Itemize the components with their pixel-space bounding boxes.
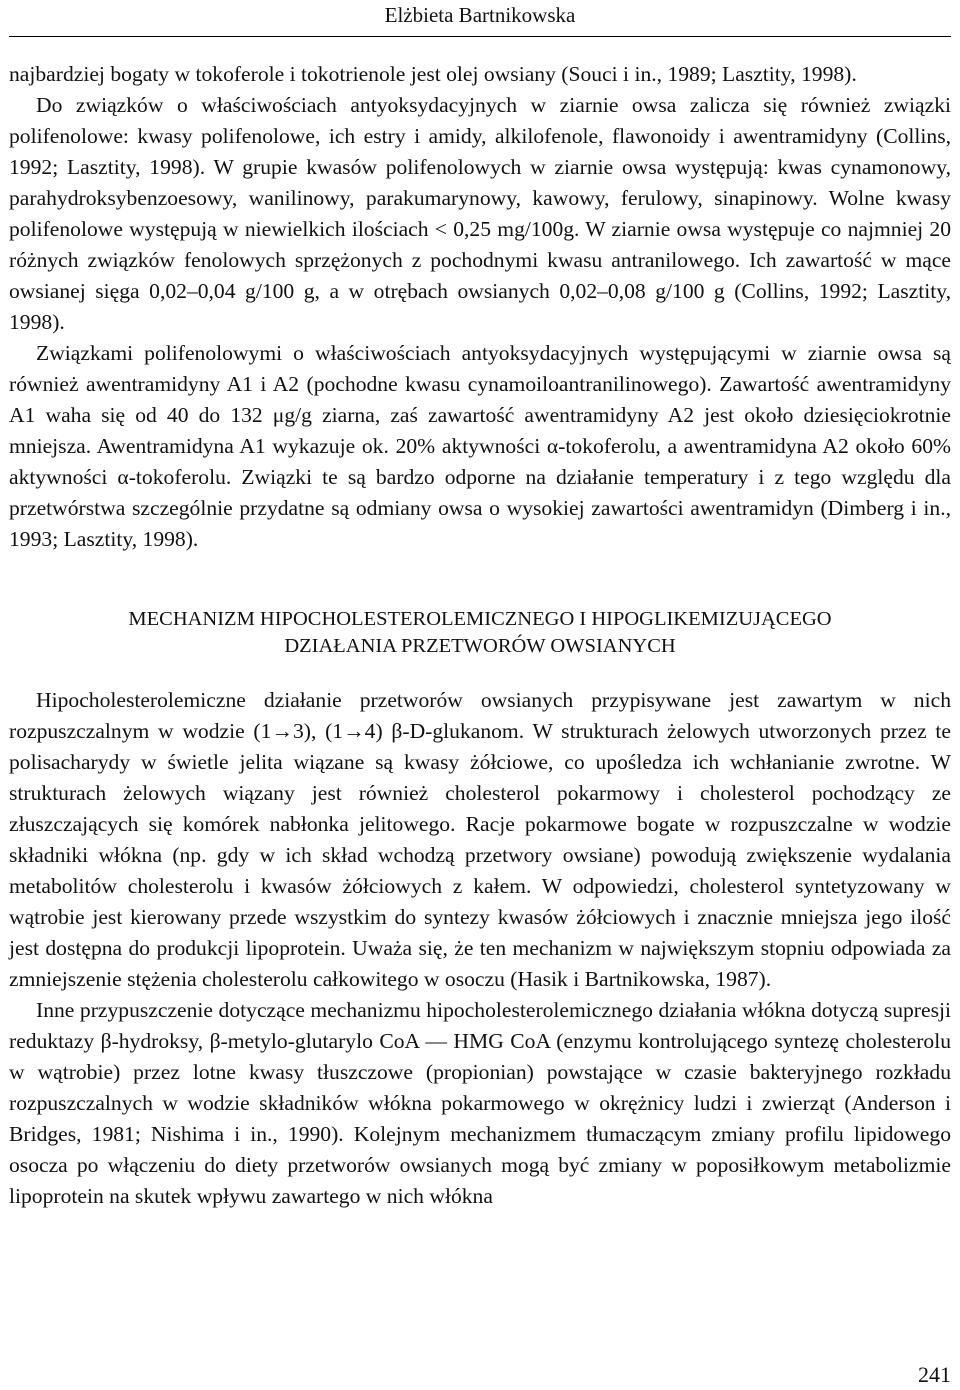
paragraph-continued: najbardziej bogaty w tokoferole i tokotrienole jest olej owsiany (Souci i in., 1989; Lasztity, 1998). <box>9 62 857 86</box>
section-heading-line-2: DZIAŁANIA PRZETWORÓW OWSIANYCH <box>284 635 676 657</box>
paragraph-beta-glucans: Hipocholesterolemiczne działanie przetworów owsianych przypisywane jest zawartym w nich rozpuszczalnym w wodzie (1→3), (1→4) β-D-glukanom. W strukturach żelowych utworzonych przez te polisacharydy w świetle jelita wiązane są kwasy żółciowe, co upośledza ich wchłanianie zwrotne. W strukturach żelowych wiązany jest również cholesterol pokarmowy i cholesterol pochodzący ze złuszczających się komórek nabłonka jelitowego. Racje pokarmowe bogate w rozpuszczalne w wodzie składniki włókna (np. gdy w ich skład wchodzą przetwory owsiane) powodują zwiększenie wydalania metabolitów cholesterolu i kwasów żółciowych z kałem. W odpowiedzi, cholesterol syntetyzowany w wątrobie jest kierowany przede wszystkim do syntezy kwasów żółciowych i znacznie mniejsza jego ilość jest dostępna do produkcji lipoprotein. Uważa się, że ten mechanizm w największym stopniu odpowiada za zmniejszenie stężenia cholesterolu całkowitego w osoczu (Hasik i Bartnikowska, 1987). <box>9 688 951 991</box>
page-number: 241 <box>918 1362 951 1387</box>
header-divider <box>9 36 951 37</box>
heading-spacer <box>9 660 951 685</box>
page-body <box>9 59 951 1212</box>
paragraph-aventramides: Związkami polifenolowymi o właściwościach antyoksydacyjnych występującymi w ziarnie owsa są również awentramidyny A1 i A2 (pochodne kwasu cynamoiloantranilinowego). Zawartość awentramidyny A1 waha się od 40 do 132 μg/g ziarna, zaś zawartość awentramidyny A2 jest około dziesięciokrotnie mniejsza. Awentramidyna A1 wykazuje ok. 20% aktywności α-tokoferolu, a awentramidyna A2 około 60% aktywności α-tokoferolu. Związki te są bardzo odporne na działanie temperatury i z tego względu dla przetwórstwa szczególnie przydatne są odmiany owsa o wysokiej zawartości awentramidyn (Dimberg i in., 1993; Lasztity, 1998). <box>9 341 951 551</box>
running-header-author: Elżbieta Bartnikowska <box>384 3 576 27</box>
section-heading <box>9 606 951 660</box>
paragraph-hmg-coa: Inne przypuszczenie dotyczące mechanizmu hipocholesterolemicznego działania włókna dotyczą supresji reduktazy β-hydroksy, β-metylo-glutarylo CoA — HMG CoA (enzymu kontrolującego syntezę cholesterolu w wątrobie) przez lotne kwasy tłuszczowe (propionian) powstające w czasie bakteryjnego rozkładu rozpuszczalnych w wodzie składników włókna pokarmowego w okrężnicy ludzi i zwierząt (Anderson i Bridges, 1981; Nishima i in., 1990). Kolejnym mechanizmem tłumaczącym zmiany profilu lipidowego osocza po włączeniu do diety przetworów owsianych mogą być zmiany w poposiłkowym metabolizmie lipoprotein na skutek wpływu zawartego w nich włókna <box>9 998 951 1208</box>
paragraph-polyphenols: Do związków o właściwościach antyoksydacyjnych w ziarnie owsa zalicza się również związki polifenolowe: kwasy polifenolowe, ich estry i amidy, alkilofenole, flawonoidy i awentramidyny (Collins, 1992; Lasztity, 1998). W grupie kwasów polifenolowych w ziarnie owsa występują: kwas cynamonowy, parahydroksybenzoesowy, wanilinowy, parakumarynowy, kawowy, ferulowy, sinapinowy. Wolne kwasy polifenolowe występują w niewielkich ilościach < 0,25 mg/100g. W ziarnie owsa występuje co najmniej 20 różnych związków fenolowych sprzężonych z pochodnymi kwasu antranilowego. Ich zawartość w mące owsianej sięga 0,02–0,04 g/100 g, a w otrębach owsianych 0,02–0,08 g/100 g (Collins, 1992; Lasztity, 1998). <box>9 93 951 334</box>
section-heading-line-1: MECHANIZM HIPOCHOLESTEROLEMICZNEGO I HIPOGLIKEMIZUJĄCEGO <box>128 608 832 630</box>
